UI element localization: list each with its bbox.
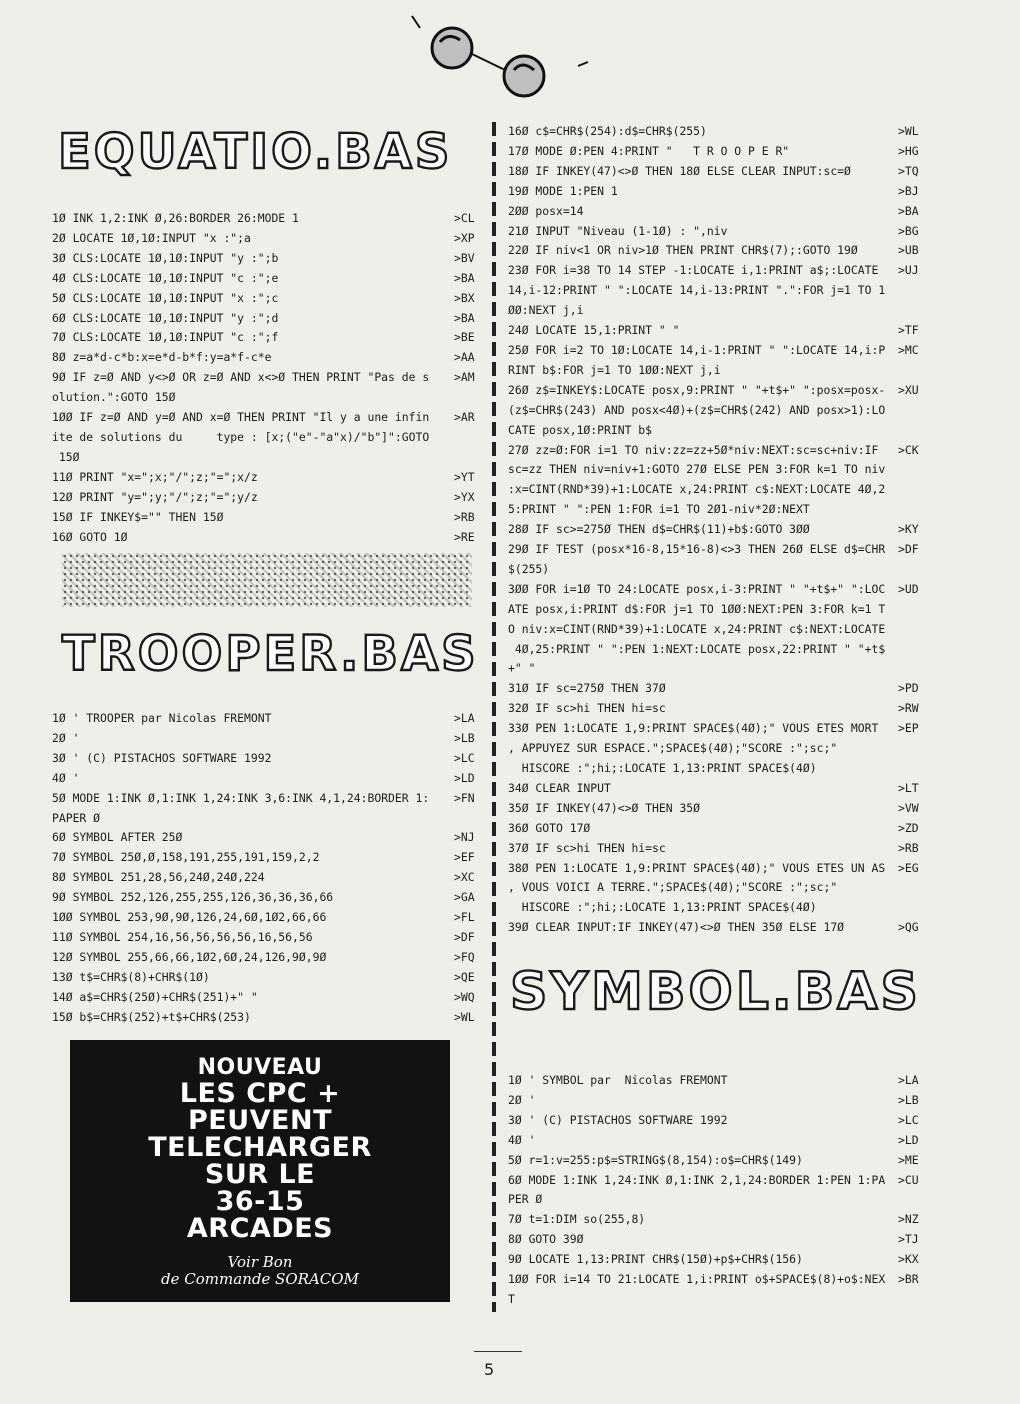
checksum: >EF <box>454 850 475 865</box>
checksum: >XU <box>898 382 919 397</box>
trooper-title: TROOPER.BAS <box>62 626 479 682</box>
code-line <box>52 289 482 309</box>
ad-line: NOUVEAU <box>197 1055 323 1080</box>
checksum: >AA <box>454 350 475 365</box>
ad-line: LES CPC + <box>179 1078 341 1109</box>
code-text: 7Ø CLS:LOCATE 1Ø,1Ø:INPUT "c :";f <box>52 330 279 345</box>
code-text: 7Ø SYMBOL 25Ø,Ø,158,191,255,191,159,2,2 <box>52 850 320 865</box>
code-text: 8Ø GOTO 39Ø <box>508 1232 584 1247</box>
code-line <box>52 229 482 249</box>
checksum: >NZ <box>898 1212 919 1227</box>
code-text: 1Ø ' TROOPER par Nicolas FREMONT <box>52 711 272 725</box>
checksum: >RB <box>454 509 475 524</box>
code-text: 2Ø LOCATE 1Ø,1Ø:INPUT "x :";a <box>52 230 251 245</box>
checksum: >VW <box>898 800 919 815</box>
code-line <box>52 828 482 848</box>
code-text: 21Ø INPUT "Niveau (1-1Ø) : ",niv <box>508 223 728 238</box>
symbol-title: SYMBOL.BAS <box>510 962 921 1022</box>
code-text: 4Ø ' <box>52 770 80 785</box>
checksum: >RW <box>898 701 919 716</box>
code-line <box>52 348 482 368</box>
checksum: >EG <box>898 860 919 875</box>
code-line <box>508 202 926 222</box>
code-text: 9Ø LOCATE 1,13:PRINT CHR$(15Ø)+p$+CHR$(156) <box>508 1252 803 1267</box>
checksum: >BR <box>898 1272 919 1287</box>
code-text: 11Ø SYMBOL 254,16,56,56,56,56,16,56,56 <box>52 929 313 944</box>
code-line <box>508 1131 926 1151</box>
checksum: >BJ <box>898 183 919 198</box>
checksum: >KX <box>898 1252 919 1267</box>
code-text: 1ØØ SYMBOL 253,9Ø,9Ø,126,24,6Ø,1Ø2,66,66 <box>52 910 327 925</box>
code-text: 35Ø IF INKEY(47)<>Ø THEN 35Ø <box>508 800 701 815</box>
decorative-pattern <box>62 553 472 607</box>
code-text: 31Ø IF sc=275Ø THEN 37Ø <box>508 681 666 696</box>
ad-sub: de Commande SORACOM <box>161 1270 359 1288</box>
code-line <box>508 261 926 321</box>
code-text: 38Ø PEN 1:LOCATE 1,9:PRINT SPACE$(4Ø);" VOUS ETES UN AS , VOUS VOICI A TERRE.";SPACE$(4Ø);"SCORE :";sc;" HISCORE :";hi;:LOCATE 1,13:PRINT SPACE$(4Ø) <box>508 860 886 915</box>
checksum: >BG <box>898 223 919 238</box>
checksum: >QE <box>454 969 475 984</box>
code-text: 4Ø ' <box>508 1132 536 1147</box>
code-line <box>508 222 926 242</box>
trooper-listing-left <box>52 709 482 1028</box>
code-text: 16Ø GOTO 1Ø <box>52 529 128 544</box>
checksum: >EP <box>898 721 919 736</box>
checksum: >CK <box>898 442 919 457</box>
checksum: >LA <box>898 1073 919 1087</box>
code-line <box>52 908 482 928</box>
code-text: 22Ø IF niv<1 OR niv>1Ø THEN PRINT CHR$(7);:GOTO 19Ø <box>508 243 858 258</box>
code-text: 5Ø r=1:v=255:p$=STRING$(8,154):o$=CHR$(149) <box>508 1152 803 1167</box>
equatio-listing <box>52 209 482 547</box>
code-text: 3Ø ' (C) PISTACHOS SOFTWARE 1992 <box>52 750 272 765</box>
code-line <box>508 1230 926 1250</box>
code-text: 25Ø FOR i=2 TO 1Ø:LOCATE 14,i-1:PRINT " ":LOCATE 14,i:P RINT b$:FOR j=1 TO 1ØØ:NEXT j,i <box>508 342 886 377</box>
symbol-listing <box>508 1071 926 1310</box>
code-text: 33Ø PEN 1:LOCATE 1,9:PRINT SPACE$(4Ø);" VOUS ETES MORT , APPUYEZ SUR ESPACE.";SPACE$(4Ø);"SCORE :";sc;" HISCORE :";hi;:LOCATE 1,13:PRINT SPACE$(4Ø) <box>508 721 879 775</box>
code-line <box>508 540 926 580</box>
code-text: 1ØØ IF z=Ø AND y=Ø AND x=Ø THEN PRINT "Il y a une infin ite de solutions du type : [x;("e"-"a"x)/"b"]":GOTO 15Ø <box>52 410 430 464</box>
ad-line: SUR LE <box>204 1159 316 1190</box>
code-line <box>508 918 926 938</box>
checksum: >WQ <box>454 989 475 1004</box>
code-text: 28Ø IF sc>=275Ø THEN d$=CHR$(11)+b$:GOTO 3ØØ <box>508 522 810 537</box>
checksum: >BX <box>454 290 475 305</box>
code-text: 39Ø CLEAR INPUT:IF INKEY(47)<>Ø THEN 35Ø ELSE 17Ø <box>508 920 845 935</box>
trooper-listing-right <box>508 122 926 938</box>
code-text: 34Ø CLEAR INPUT <box>508 780 611 795</box>
page-number: 5 <box>484 1360 495 1379</box>
code-text: 18Ø IF INKEY(47)<>Ø THEN 18Ø ELSE CLEAR INPUT:sc=Ø <box>508 163 851 178</box>
code-text: 1Ø ' SYMBOL par Nicolas FREMONT <box>508 1073 728 1087</box>
code-line <box>52 888 482 908</box>
code-text: 26Ø z$=INKEY$:LOCATE posx,9:PRINT " "+t$+" ":posx=posx- (z$=CHR$(243) AND posx<4Ø)+(z$=CHR$(242) AND posx>1):LO CATE posx,1Ø:PRINT b$ <box>508 382 886 437</box>
code-line <box>508 819 926 839</box>
code-text: 6Ø MODE 1:INK 1,24:INK Ø,1:INK 2,1,24:BORDER 1:PEN 1:PA PER Ø <box>508 1172 886 1207</box>
code-line <box>52 408 482 468</box>
code-text: 2Ø ' <box>508 1092 536 1107</box>
code-line <box>508 719 926 779</box>
code-line <box>52 328 482 348</box>
checksum: >BA <box>454 310 475 325</box>
checksum: >LD <box>454 770 475 785</box>
code-line <box>508 799 926 819</box>
code-text: 19Ø MODE 1:PEN 1 <box>508 183 618 198</box>
code-text: 8Ø SYMBOL 251,28,56,24Ø,24Ø,224 <box>52 870 265 885</box>
checksum: >LC <box>454 750 475 765</box>
code-text: 12Ø SYMBOL 255,66,66,1Ø2,6Ø,24,126,9Ø,9Ø <box>52 949 327 964</box>
checksum: >BV <box>454 250 475 265</box>
checksum: >LA <box>454 711 475 725</box>
code-line <box>52 209 482 229</box>
checksum: >MC <box>898 342 919 357</box>
code-line <box>52 368 482 408</box>
page-number-rule <box>474 1351 522 1352</box>
checksum: >LD <box>898 1132 919 1147</box>
code-text: 11Ø PRINT "x=";x;"/";z;"=";x/z <box>52 469 258 484</box>
checksum: >TF <box>898 323 919 338</box>
code-text: 6Ø SYMBOL AFTER 25Ø <box>52 830 183 845</box>
code-text: 14Ø a$=CHR$(25Ø)+CHR$(251)+" " <box>52 989 258 1004</box>
code-line <box>508 1210 926 1230</box>
code-text: 9Ø IF z=Ø AND y<>Ø OR z=Ø AND x<>Ø THEN PRINT "Pas de s olution.":GOTO 15Ø <box>52 370 430 405</box>
code-line <box>52 269 482 289</box>
code-line <box>508 779 926 799</box>
code-line <box>508 241 926 261</box>
code-text: 37Ø IF sc>hi THEN hi=sc <box>508 840 666 855</box>
ad-sub: Voir Bon <box>227 1253 293 1271</box>
checksum: >ME <box>898 1152 919 1167</box>
checksum: >LC <box>898 1112 919 1127</box>
checksum: >ZD <box>898 820 919 835</box>
code-line <box>52 488 482 508</box>
ad-line: PEUVENT <box>187 1105 332 1136</box>
code-line <box>52 749 482 769</box>
code-line <box>508 1071 926 1091</box>
code-line <box>52 948 482 968</box>
code-line <box>508 679 926 699</box>
code-line <box>52 988 482 1008</box>
checksum: >CU <box>898 1172 919 1187</box>
checksum: >AR <box>454 410 475 425</box>
code-line <box>508 142 926 162</box>
equatio-title: EQUATIO.BAS <box>58 124 453 180</box>
code-text: 2ØØ posx=14 <box>508 203 584 218</box>
code-line <box>508 122 926 142</box>
code-line <box>52 729 482 749</box>
code-line <box>508 1270 926 1310</box>
code-text: 16Ø c$=CHR$(254):d$=CHR$(255) <box>508 124 707 138</box>
code-line <box>52 789 482 829</box>
checksum: >RE <box>454 529 475 544</box>
checksum: >NJ <box>454 830 475 845</box>
ad-line: 36-15 <box>215 1186 305 1217</box>
code-line <box>52 1008 482 1028</box>
checksum: >RB <box>898 840 919 855</box>
checksum: >BA <box>454 270 475 285</box>
code-text: 17Ø MODE Ø:PEN 4:PRINT " T R O O P E R" <box>508 143 790 158</box>
checksum: >WL <box>454 1009 475 1024</box>
checksum: >DF <box>898 542 919 557</box>
code-text: 6Ø CLS:LOCATE 1Ø,1Ø:INPUT "y :";d <box>52 310 279 325</box>
checksum: >GA <box>454 890 475 905</box>
code-line <box>508 441 926 521</box>
code-text: 2Ø ' <box>52 730 80 745</box>
checksum: >LB <box>898 1092 919 1107</box>
code-line <box>52 309 482 329</box>
checksum: >DF <box>454 929 475 944</box>
code-text: 36Ø GOTO 17Ø <box>508 820 591 835</box>
code-line <box>52 848 482 868</box>
code-line <box>508 162 926 182</box>
checksum: >BA <box>898 203 919 218</box>
ad-line: ARCADES <box>186 1213 334 1244</box>
code-line <box>508 1091 926 1111</box>
checksum: >HG <box>898 143 919 158</box>
code-text: 7Ø t=1:DIM so(255,8) <box>508 1212 646 1227</box>
checksum: >TQ <box>898 163 919 178</box>
column-divider <box>492 122 496 1312</box>
checksum: >CL <box>454 211 475 225</box>
code-line <box>508 182 926 202</box>
code-text: 15Ø b$=CHR$(252)+t$+CHR$(253) <box>52 1009 251 1024</box>
checksum: >FN <box>454 790 475 805</box>
checksum: >TJ <box>898 1232 919 1247</box>
checksum: >UD <box>898 581 919 596</box>
code-text: 4Ø CLS:LOCATE 1Ø,1Ø:INPUT "c :";e <box>52 270 279 285</box>
checksum: >UB <box>898 243 919 258</box>
code-text: 3Ø ' (C) PISTACHOS SOFTWARE 1992 <box>508 1112 728 1127</box>
checksum: >BE <box>454 330 475 345</box>
code-text: 29Ø IF TEST (posx*16-8,15*16-8)<>3 THEN 26Ø ELSE d$=CHR $(255) <box>508 542 886 576</box>
code-text: 15Ø IF INKEY$="" THEN 15Ø <box>52 509 224 524</box>
code-line <box>508 1111 926 1131</box>
code-text: 12Ø PRINT "y=";y;"/";z;"=";y/z <box>52 489 258 504</box>
code-text: 5Ø CLS:LOCATE 1Ø,1Ø:INPUT "x :";c <box>52 290 279 305</box>
checksum: >YX <box>454 489 475 504</box>
code-line <box>52 928 482 948</box>
checksum: >LT <box>898 780 919 795</box>
code-line <box>52 468 482 488</box>
code-line <box>508 381 926 441</box>
code-text: 1ØØ FOR i=14 TO 21:LOCATE 1,i:PRINT o$+SPACE$(8)+o$:NEX T <box>508 1272 886 1306</box>
code-line <box>52 249 482 269</box>
code-text: 3ØØ FOR i=1Ø TO 24:LOCATE posx,i-3:PRINT " "+t$+" ":LOC ATE posx,i:PRINT d$:FOR j=1 TO 1ØØ:NEXT:PEN 3:FOR k=1 T O niv:x=CINT(RND*39)+1:LOCATE x,24:PRINT c$:NEXT:LOCATE 4Ø,25:PRINT " ":PEN 1:NEXT:LOCATE posx,22:PRINT " "+t$ +" " <box>508 581 886 676</box>
checksum: >KY <box>898 522 919 537</box>
advertisement-box <box>70 1040 450 1302</box>
code-line <box>508 580 926 680</box>
code-line <box>508 321 926 341</box>
magazine-logo <box>392 6 592 106</box>
code-text: 5Ø MODE 1:INK Ø,1:INK 1,24:INK 3,6:INK 4,1,24:BORDER 1: PAPER Ø <box>52 790 430 825</box>
code-text: 27Ø zz=Ø:FOR i=1 TO niv:zz=zz+5Ø*niv:NEXT:sc=sc+niv:IF sc=zz THEN niv=niv+1:GOTO 27Ø ELSE PEN 3:FOR k=1 TO niv :x=CINT(RND*39)+1:LOCATE x,24:PRINT c$:NEXT:LOCATE 4Ø,2 5:PRINT " ":PEN 1:FOR i=1 TO 2Ø1-niv*2Ø:NEXT <box>508 442 886 517</box>
code-line <box>52 508 482 528</box>
code-text: 9Ø SYMBOL 252,126,255,255,126,36,36,36,66 <box>52 890 334 905</box>
code-text: 23Ø FOR i=38 TO 14 STEP -1:LOCATE i,1:PRINT a$;:LOCATE 14,i-12:PRINT " ":LOCATE 14,i-13:PRINT ".":FOR j=1 TO 1 ØØ:NEXT j,i <box>508 263 886 318</box>
code-line <box>508 859 926 919</box>
code-text: 32Ø IF sc>hi THEN hi=sc <box>508 701 666 716</box>
code-line <box>508 1171 926 1211</box>
code-line <box>508 699 926 719</box>
code-line <box>52 709 482 729</box>
code-text: 24Ø LOCATE 15,1:PRINT " " <box>508 323 680 338</box>
code-text: 3Ø CLS:LOCATE 1Ø,1Ø:INPUT "y :";b <box>52 250 279 265</box>
code-line <box>508 839 926 859</box>
code-line <box>508 1151 926 1171</box>
checksum: >FL <box>454 910 475 925</box>
checksum: >FQ <box>454 949 475 964</box>
code-line <box>52 968 482 988</box>
code-text: 13Ø t$=CHR$(8)+CHR$(1Ø) <box>52 969 210 984</box>
code-line <box>508 520 926 540</box>
checksum: >XP <box>454 230 475 245</box>
checksum: >PD <box>898 681 919 696</box>
checksum: >WL <box>898 124 919 138</box>
code-line <box>52 868 482 888</box>
checksum: >QG <box>898 920 919 935</box>
code-text: 8Ø z=a*d-c*b:x=e*d-b*f:y=a*f-c*e <box>52 350 272 365</box>
code-line <box>52 769 482 789</box>
code-line <box>508 1250 926 1270</box>
checksum: >LB <box>454 730 475 745</box>
checksum: >XC <box>454 870 475 885</box>
ad-line: TELECHARGER <box>148 1132 372 1163</box>
code-text: 1Ø INK 1,2:INK Ø,26:BORDER 26:MODE 1 <box>52 211 299 225</box>
checksum: >UJ <box>898 263 919 278</box>
checksum: >AM <box>454 370 475 385</box>
code-line <box>52 528 482 548</box>
checksum: >YT <box>454 469 475 484</box>
code-line <box>508 341 926 381</box>
